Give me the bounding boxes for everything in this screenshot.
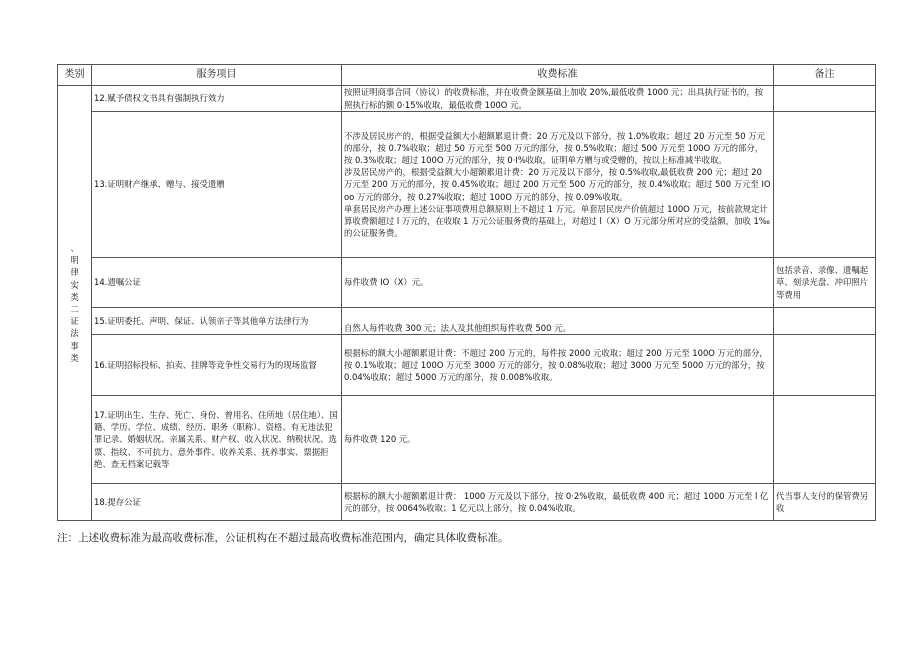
header-fee: 收费标准 <box>342 65 774 86</box>
header-item: 服务项目 <box>92 65 342 86</box>
table-row <box>58 308 876 335</box>
table-row <box>58 396 876 484</box>
note-cell <box>774 112 876 258</box>
header-category: 类别 <box>58 65 92 86</box>
header-note: 备注 <box>774 65 876 86</box>
item-cell: 15.证明委托、声明、保证、认领亲子等其他单方法律行为 <box>92 308 342 335</box>
fee-cell: 不涉及居民房产的，根据受益额大小超额累退计费：20 万元及以下部分，按 1.0%收取；超过 20 万元至 50 万元的部分，按 0.7%收取；超过 50 万元至 500 万元的部分，按 0.5%收取；超过 500 万元至 100O 万元的部分，按 0.3%收取；超过 100O 万元的部分，按 0·I%收取。证明单方赠与或受赠的，按以上标准减半收取。 涉及居民房产的，根据受益额大小超额累退计费：20 万元及以下部分，按 0.5%收取,最低收费 200 元；超过 20 万元至 200 万元的部分，按 0.45%收取；超过 200 万元至 500 万元的部分，按 0.4%收取；超过 500 万元至 IOoo 万元的部分，按 0.27%收取；超过 100O 万元的部分，按 0.09%收取。 单套居民房产办理上述公证事项费用总额原则上不超过 1 万元。单套居民房产价值超过 100O 万元，按前款规定计算收费额超过 l 万元的，在收取 1 万元公证服务费的基础上，对超过 l（X）O 万元部分所对应的受益额，加收 1‰的公证服务费。 <box>342 112 774 258</box>
item-cell: 14.遗嘱公证 <box>92 258 342 308</box>
table-row <box>58 335 876 396</box>
note-cell <box>774 396 876 484</box>
item-cell: 17.证明出生、生存、死亡、身份、曾用名、住所地（居住地）、国籍、学历、学位、成绩、经历、职务（职称）、资格、有无违法犯罪记录、婚姻状况、亲属关系、财产权、收入状况、纳税状况、选票、指纹、不可抗力、意外事件、收养关系、抚养事实、票据拒绝、查无档案记载等 <box>92 396 342 484</box>
note-cell <box>774 308 876 335</box>
fee-table <box>57 64 876 521</box>
note-cell <box>774 335 876 396</box>
note-cell: 包括录音、录像、遗嘱起草、刻录光盘、冲印照片等费用 <box>774 258 876 308</box>
footnote: 注：上述收费标准为最高收费标准，公证机构在不超过最高收费标准范围内，确定具体收费标准。 <box>57 532 509 544</box>
table-row <box>58 484 876 521</box>
table-row <box>58 258 876 308</box>
fee-cell: 根据标的额大小超额累退计费：不超过 200 万元的，每件按 2000 元收取；超过 200 万元至 100O 万元的部分，按 0.1%收取；超过 100O 万元至 3000 万元的部分，按 0.08%收取；超过 3000 万元至 5000 万元的部分，按 0.04%收取；超过 5000 万元的部分，按 0.008%收取。 <box>342 335 774 396</box>
fee-cell: 每件收费 IO（X）元。 <box>342 258 774 308</box>
item-cell: 16.证明招标投标、拍卖、挂牌等竞争性交易行为的现场监督 <box>92 335 342 396</box>
item-cell: 12.赋予债权文书具有强制执行效力 <box>92 86 342 112</box>
fee-cell: 根据标的额大小超额累退计费： 1000 万元及以下部分，按 0·2%收取，最低收费 400 元；超过 1000 万元至 l 亿元的部分，按 0064%收取；1 亿元以上部分，按 0.04%收取。 <box>342 484 774 521</box>
category-label: 、明律实类二证法事类 <box>70 242 79 363</box>
fee-cell: 自然人每件收费 300 元；法人及其他组织每件收费 500 元。 <box>342 308 774 335</box>
category-cell <box>58 86 92 521</box>
fee-cell: 按照证明商事合同（协议）的收费标准，并在收费金额基础上加收 20%,最低收费 1000 元；出具执行证书的，按照执行标的额 0·15%收取，最低收费 100O 元。 <box>342 86 774 112</box>
note-cell <box>774 86 876 112</box>
table-row <box>58 112 876 258</box>
table-header-row <box>58 65 876 86</box>
note-cell: 代当事人支付的保管费另收 <box>774 484 876 521</box>
fee-cell: 每件收费 120 元。 <box>342 396 774 484</box>
item-cell: 18.提存公证 <box>92 484 342 521</box>
item-cell: 13.证明财产继承、赠与、接受遗赠 <box>92 112 342 258</box>
table-row <box>58 86 876 112</box>
